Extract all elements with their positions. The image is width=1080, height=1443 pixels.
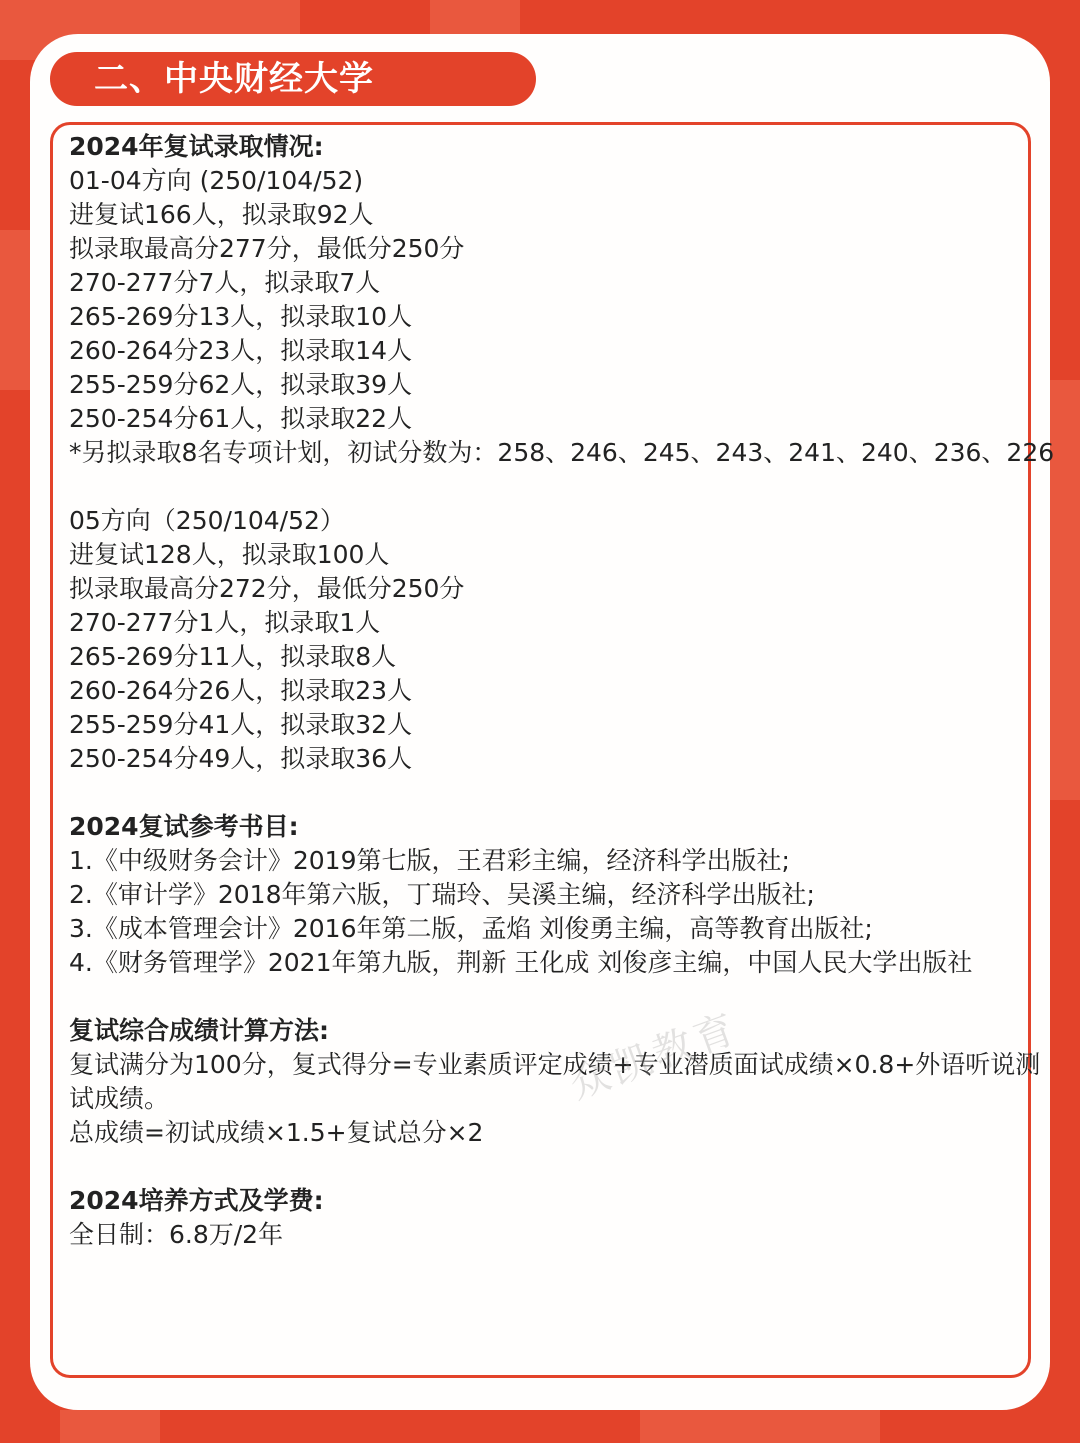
content-body — [69, 130, 1059, 1252]
direction1-line: 拟录取最高分277分，最低分250分 — [69, 234, 465, 263]
spacer — [69, 1150, 1059, 1184]
direction2-line: 255-259分41人，拟录取32人 — [69, 710, 413, 739]
direction1-note: *另拟录取8名专项计划，初试分数为：258、246、245、243、241、240、236、226 — [69, 438, 1055, 467]
background-shape — [60, 1410, 160, 1443]
direction1-line: 265-269分13人，拟录取10人 — [69, 302, 413, 331]
scoring-line: 总成绩=初试成绩×1.5+复试总分×2 — [69, 1118, 484, 1147]
direction2-line: 265-269分11人，拟录取8人 — [69, 642, 397, 671]
watermark: 众凯教育 — [563, 1005, 745, 1109]
book-item: 3.《成本管理会计》2016年第二版，孟焰 刘俊勇主编，高等教育出版社; — [69, 914, 873, 943]
tuition-heading: 2024培养方式及学费: — [69, 1186, 324, 1215]
direction1-line: 260-264分23人，拟录取14人 — [69, 336, 413, 365]
direction1-line: 进复试166人，拟录取92人 — [69, 200, 374, 229]
direction1-line: 250-254分61人，拟录取22人 — [69, 404, 413, 433]
page-title: 二、中央财经大学 — [50, 52, 536, 106]
direction1-line: 270-277分7人，拟录取7人 — [69, 268, 381, 297]
spacer — [69, 776, 1059, 810]
scoring-heading: 复试综合成绩计算方法: — [69, 1016, 329, 1045]
direction1-label: 01-04方向 (250/104/52) — [69, 166, 364, 195]
spacer — [69, 980, 1059, 1014]
book-item: 2.《审计学》2018年第六版，丁瑞玲、吴溪主编，经济科学出版社; — [69, 880, 815, 909]
scoring-line: 复试满分为100分，复式得分=专业素质评定成绩+专业潜质面试成绩×0.8+外语听说测试成绩。 — [69, 1050, 1041, 1113]
book-item: 1.《中级财务会计》2019第七版，王君彩主编，经济科学出版社; — [69, 846, 790, 875]
direction2-line: 270-277分1人，拟录取1人 — [69, 608, 381, 637]
direction2-line: 260-264分26人，拟录取23人 — [69, 676, 413, 705]
books-heading: 2024复试参考书目: — [69, 812, 299, 841]
admission-heading: 2024年复试录取情况: — [69, 132, 324, 161]
direction2-line: 拟录取最高分272分，最低分250分 — [69, 574, 465, 603]
spacer — [69, 470, 1059, 504]
direction2-line: 进复试128人，拟录取100人 — [69, 540, 390, 569]
direction2-label: 05方向（250/104/52） — [69, 506, 345, 535]
direction2-line: 250-254分49人，拟录取36人 — [69, 744, 413, 773]
tuition-line: 全日制：6.8万/2年 — [69, 1220, 284, 1249]
direction1-line: 255-259分62人，拟录取39人 — [69, 370, 413, 399]
book-item: 4.《财务管理学》2021年第九版，荆新 王化成 刘俊彦主编，中国人民大学出版社 — [69, 948, 973, 977]
